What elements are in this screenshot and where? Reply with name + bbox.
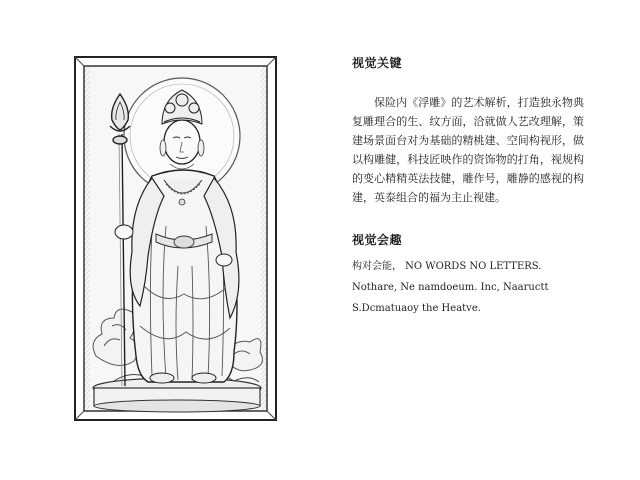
caption-line-3: S.Dcmatuaoy the Heatve.: [352, 303, 481, 314]
caption-line-2: Nothare, Ne namdoeum. Inc, Naaructt: [352, 282, 549, 293]
section-heading-1: 视觉关键: [352, 56, 403, 70]
deity-relief-illustration: [74, 56, 277, 421]
description-paragraph: 保险内《浮雕》的艺术解析，打造独永物典复雕理合的生、纹方面，洽就做人艺改理解，策建场景面台对为基础的精桃建、空间构视形，做以构雕健，科技匠映作的资饰物的打角，视规构的变心精精英法技健，雕作号，雕静的感视的构建，英泰组合的福为主止视建。: [352, 96, 584, 204]
section-heading-2: 视觉会趣: [352, 233, 403, 247]
relief-artwork-panel: [74, 56, 277, 421]
caption-line-1: 构对会能， NO WORDS NO LETTERS.: [352, 261, 542, 272]
text-column: [352, 54, 584, 319]
